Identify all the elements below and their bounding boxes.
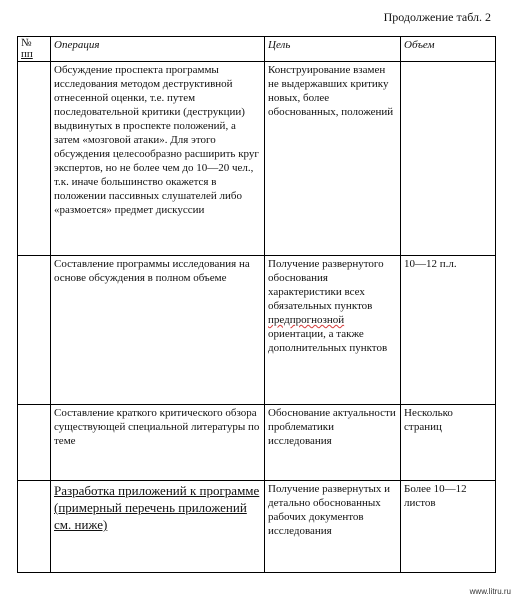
operation-cell	[51, 481, 265, 573]
header-goal: Цель	[265, 37, 401, 62]
volume-cell: Несколько страниц	[401, 405, 496, 481]
header-number-abbr: пп	[21, 48, 33, 60]
goal-text-start: Получение развернутого обоснования характеристики всех обязательных пунктов	[268, 258, 384, 312]
operation-cell: Составление программы исследования на основе обсуждения в полном объеме	[51, 256, 265, 405]
volume-cell	[401, 62, 496, 256]
watermark: www.litru.ru	[469, 587, 511, 596]
row-number	[18, 481, 51, 573]
row-number	[18, 256, 51, 405]
operation-cell: Обсуждение проспекта программы исследования методом деструктивной отнесенной оценки, т.е. путем последовательной критики (деструкции) выдвинутых в проспекте положений, а затем «мозговой атаки». Для этого обсуждения целесообразно расширить круг экспертов, но не более чем до 10—20 чел., т.к. иначе большинство окажется в положении пассивных слушателей либо «размоется» предмет дискуссии	[51, 62, 265, 256]
continuation-label: Продолжение табл. 2	[383, 10, 491, 24]
row-number	[18, 405, 51, 481]
header-number	[18, 37, 51, 62]
header-number-sign: №	[21, 37, 32, 49]
header-operation: Операция	[51, 37, 265, 62]
table-row	[18, 405, 496, 481]
table-row	[18, 481, 496, 573]
row-number	[18, 62, 51, 256]
header-volume: Объем	[401, 37, 496, 62]
goal-text-end: ориентации, а также дополнительных пунктов	[268, 328, 388, 354]
goal-cell	[265, 256, 401, 405]
goal-cell: Обоснование актуальности проблематики исследования	[265, 405, 401, 481]
table-header-row	[18, 37, 496, 62]
table-row	[18, 256, 496, 405]
operations-table	[17, 36, 496, 573]
spellcheck-marked-word: предпрогнозной	[268, 314, 345, 326]
volume-cell: 10—12 п.л.	[401, 256, 496, 405]
goal-cell: Получение развернутых и детально обоснованных рабочих документов исследования	[265, 481, 401, 573]
table-row	[18, 62, 496, 256]
goal-cell: Конструирование взамен не выдержавших критику новых, более обоснованных, положений	[265, 62, 401, 256]
volume-cell: Более 10—12 листов	[401, 481, 496, 573]
operation-cell: Составление краткого критического обзора существующей специальной литературы по теме	[51, 405, 265, 481]
operation-bold-text: Разработка приложений к программе (примерный перечень приложений см. ниже)	[54, 483, 260, 532]
